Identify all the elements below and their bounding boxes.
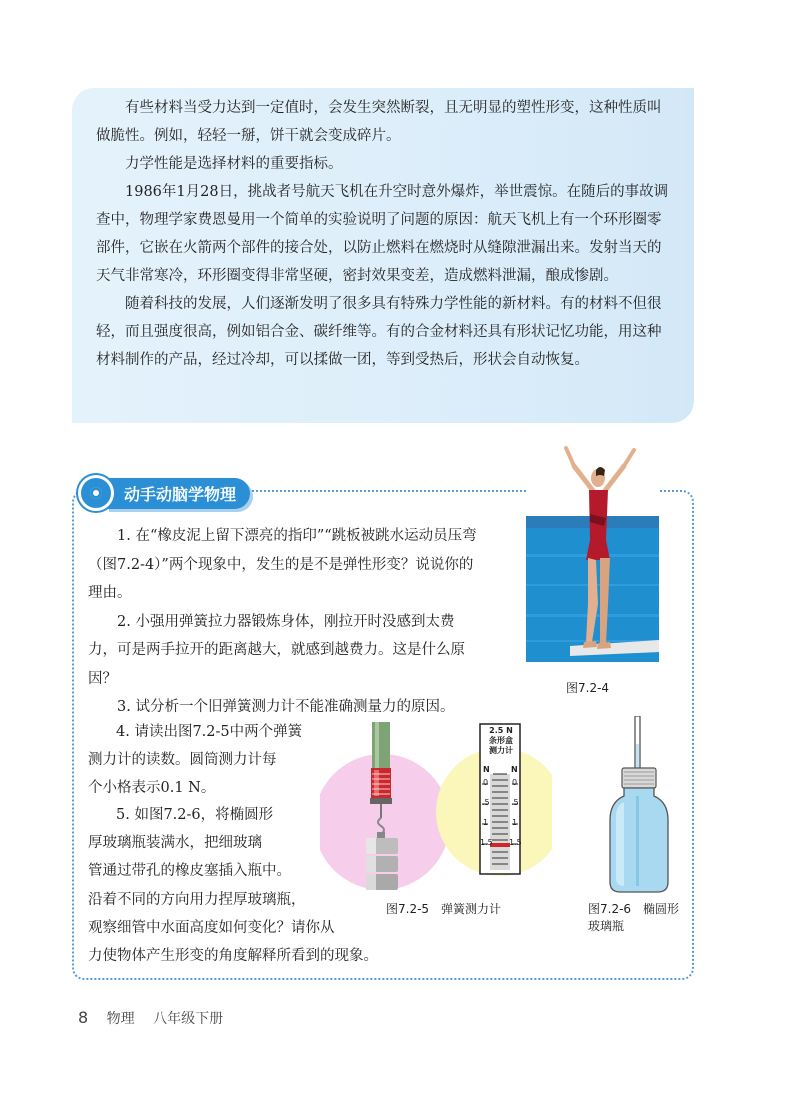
page-number: 8 [78, 1008, 89, 1027]
diver-photo [526, 444, 659, 662]
book-name: 物理 [106, 1011, 135, 1027]
scale-tick-15: 1.5 [480, 838, 493, 847]
question-4-line-1: 4. 请读出图7.2-5中两个弹簧 [116, 724, 303, 740]
question-5-line-3: 管通过带孔的橡皮塞插入瓶中。 [88, 863, 291, 879]
question-3: 3. 试分析一个旧弹簧测力计不能准确测量力的原因。 [117, 699, 455, 715]
scale-tick-1-right: 1 [512, 818, 518, 827]
box-meter-name-1: 条形盒 [489, 736, 513, 745]
question-2: 2. 小强用弹簧拉力器锻炼身体，刚拉开时没感到太费力，可是两手拉开的距离越大，就感到越费力。这是什么原因？ [88, 613, 465, 687]
scale-unit-left: N [483, 765, 490, 774]
glass-bottle-figure [606, 716, 672, 894]
question-5-line-5: 观察细管中水面高度如何变化？请你从 [88, 920, 335, 936]
section-badge [78, 476, 250, 510]
paragraph-brittleness: 有些材料当受力达到一定值时，会发生突然断裂，且无明显的塑性形变，这种性质叫做脆性。例如，轻轻一掰，饼干就会变成碎片。 [96, 100, 662, 144]
question-5-line-2: 厚玻璃瓶装满水，把细玻璃 [88, 835, 262, 851]
target-icon [78, 475, 114, 511]
question-4-line-3: 个小格表示0.1 N。 [88, 780, 216, 796]
scale-tick-0: 0 [483, 778, 489, 787]
box-meter-capacity: 2.5 N [489, 726, 513, 735]
page-footer [78, 1008, 223, 1028]
paragraph-mechanical-property: 力学性能是选择材料的重要指标。 [125, 156, 343, 172]
questions-1-3 [88, 522, 478, 722]
question-5-line-1: 5. 如图7.2-6，将椭圆形 [116, 807, 274, 823]
scale-tick-05-right: .5 [511, 798, 519, 807]
caption-fig-7-2-4: 图7.2-4 [566, 681, 610, 695]
caption-fig-7-2-6-line-2: 玻璃瓶 [588, 919, 625, 933]
question-1: 1. 在“橡皮泥上留下漂亮的指印”“跳板被跳水运动员压弯（图7.2-4）”两个现象中，发生的是不是弹性形变？说说你的理由。 [88, 528, 477, 601]
question-5-line-6: 力使物体产生形变的角度解释所看到的现象。 [88, 948, 378, 964]
scale-tick-05: .5 [482, 798, 490, 807]
reading-box [72, 88, 694, 423]
scale-tick-15-right: 1.5 [509, 838, 522, 847]
section-title: 动手动脑学物理 [106, 478, 250, 509]
paragraph-new-materials: 随着科技的发展，人们逐渐发明了很多具有特殊力学性能的新材料。有的材料不但很轻，而且强度很高，例如铝合金、碳纤维等。有的合金材料还具有形状记忆功能，用这种材料制作的产品，经过冷却，可以揉做一团，等到受热后，形状会自动恢复。 [96, 296, 662, 368]
caption-fig-7-2-6-line-1: 图7.2-6 椭圆形 [588, 902, 680, 916]
question-5-line-4: 沿着不同的方向用力捏厚玻璃瓶， [88, 892, 306, 908]
scale-tick-0-right: 0 [512, 778, 518, 787]
scale-unit-right: N [511, 765, 518, 774]
box-meter-label [481, 726, 521, 756]
book-grade: 八年级下册 [153, 1011, 224, 1027]
scale-tick-1: 1 [483, 818, 489, 827]
caption-fig-7-2-5: 图7.2-5 弹簧测力计 [386, 902, 502, 916]
box-meter-name-2: 测力计 [489, 746, 513, 755]
paragraph-challenger: 1986年1月28日，挑战者号航天飞机在升空时意外爆炸，举世震惊。在随后的事故调查中，物理学家费恩曼用一个简单的实验说明了问题的原因：航天飞机上有一个环形圈零部件，它嵌在火箭两个部件的接合处，以防止燃料在燃烧时从缝隙泄漏出来。发射当天的天气非常寒冷，环形圈变得非常坚硬，密封效果变差，造成燃料泄漏，酿成惨剧。 [96, 184, 669, 284]
question-4-line-2: 测力计的读数。圆筒测力计每 [88, 752, 277, 768]
